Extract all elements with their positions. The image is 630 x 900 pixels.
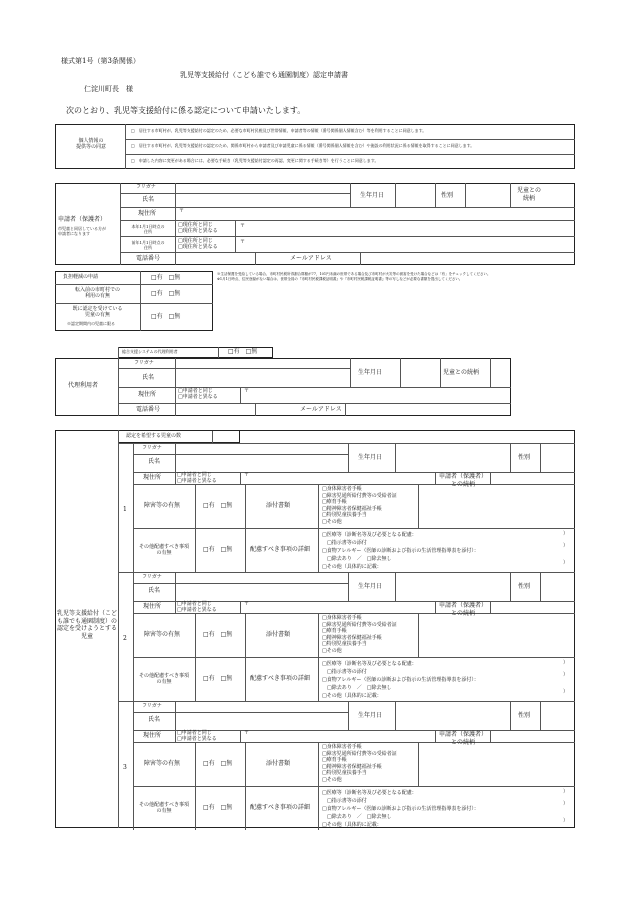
child-relation-label: 申請者（保護者） との続柄 [438,731,487,746]
child-care-paren-1: ） [563,531,569,537]
child-care-detail-label: 配慮すべき事項の詳細 [250,804,310,811]
this-year-address-label: 本年1月1日時点の 住所 [131,224,165,234]
children-section-label: 乳児等支援給付（こども誰でも通園制度）の 認定を受けようとする 児童 [56,610,117,640]
child-certificate-options[interactable]: □身体障害者手帳 □障害児通所給付費等の受給者証 □療育手帳 □精神障害者保健福祉手帳 □特別児童扶養手当 □その他 [322,744,397,783]
extra-note: ※生活保護を受給している場合、市町村民税所得割合算額が77，101円未満の世帯である場合及び市町村が火災等の被害を受けた場合などは「有」をチェックしてください。 ※1月1日時点、住民登録がない場合は、世帯全員の『市町村民税課税証明書』や『市町村民税課税証明書』等の写しなどが必要な書類を提出してください。 [217,272,491,282]
applicant-name-label: 氏名 [142,196,155,203]
agent-label: 代理利用者 [68,382,99,389]
child-care-options[interactable]: □医療等（診断名等及び必要となる配慮： □指示書等の添付 □食物アレルギー（医師の診断および指示の生活管理指導表を添付）： □除去あり ／ □除去無し □その他（具体的に記載： [322,661,479,699]
child-care-choice[interactable]: □有 □無 [203,804,233,811]
child-care-paren-1: ） [563,660,569,666]
burden-reduction-label: 負担軽減の申請 [63,274,99,280]
child-diff-option[interactable]: □申請者と異なる [177,478,217,484]
child-gender-label: 性別 [518,454,531,461]
consent-label: 個人情報の 提供等の同意 [75,138,106,151]
agent-phone-label: 電話番号 [136,406,161,413]
child-birthdate-label: 生年月日 [358,712,383,719]
child-number: 1 [123,506,127,513]
child-address-label: 現住所 [143,732,162,739]
child-same-option[interactable]: □申請者と同じ [177,472,212,478]
child-postal: 〒 [244,472,250,478]
agent-relation-label: 児童との続柄 [443,369,480,376]
applicant-relation-label: 児童との 続柄 [516,187,541,202]
child-count-label: 認定を希望する児童の数 [126,433,182,439]
applicant-note: 市児童と同居している方が 申請者になります [58,226,106,236]
certified-child-choice[interactable]: □有 □無 [151,313,181,320]
child-certificate-options[interactable]: □身体障害者手帳 □障害児通所給付費等の受給者証 □療育手帳 □精神障害者保健福祉手帳 □特別児童扶養手当 □その他 [322,486,397,525]
child-same-option[interactable]: □申請者と同じ [177,601,212,607]
child-care-detail-label: 配慮すべき事項の詳細 [250,675,310,682]
applicant-email-label: メールアドレス [290,255,332,262]
this-year-same-option[interactable]: □現住所と同じ [178,222,213,228]
child-address-label: 現住所 [143,474,162,481]
agent-birthdate-label: 生年月日 [358,369,383,376]
certified-child-label: 既に認定を受けている 児童の有無 [72,306,123,319]
child-care-paren-2: ） [563,801,569,807]
agent-same-option[interactable]: □申請者と同じ [178,388,213,394]
child-furigana-label: フリガナ [142,703,162,709]
agent-postal: 〒 [244,388,250,394]
child-name-label: 氏名 [148,716,161,723]
child-disability-label: 障害等の有無 [144,631,181,638]
prev-year-same-option[interactable]: □現住所と同じ [178,238,213,244]
form-title: 乳児等支援給付（こども誰でも通園制度）認定申請書 [180,71,348,79]
this-year-diff-option[interactable]: □現住所と異なる [178,228,218,234]
applicant-address-label: 現住所 [138,210,157,217]
child-care-label: その他配慮すべき事項 の有無 [139,802,189,815]
child-gender-label: 性別 [518,712,531,719]
applicant-gender-label: 性別 [441,192,454,199]
child-care-paren-2: ） [563,672,569,678]
child-care-paren-3: ） [563,689,569,695]
burden-reduction-choice[interactable]: □有 □無 [151,274,181,281]
child-certificate-options[interactable]: □身体障害者手帳 □障害児通所給付費等の受給者証 □療育手帳 □精神障害者保健福祉手帳 □特別児童扶養手当 □その他 [322,615,397,654]
child-care-paren-3: ） [563,818,569,824]
prev-year-diff-option[interactable]: □現住所と異なる [178,244,218,250]
agent-address-label: 現住所 [138,391,157,398]
child-name-label: 氏名 [148,587,161,594]
prev-year-postal: 〒 [240,239,246,245]
child-care-paren-3: ） [563,560,569,566]
agent-email-label: メールアドレス [300,406,342,413]
child-postal: 〒 [244,601,250,607]
prev-year-address-label: 前年1月1日時点の 住所 [131,240,165,250]
applicant-furigana-label: フリガナ [136,184,156,190]
child-disability-choice[interactable]: □有 □無 [203,631,233,638]
child-relation-label: 申請者（保護者） との続柄 [438,602,487,617]
child-certificate-label: 添付書類 [266,631,291,638]
child-care-options[interactable]: □医療等（診断名等及び必要となる配慮： □指示書等の添付 □食物アレルギー（医師の診断および指示の生活管理指導表を添付）： □除去あり ／ □除去無し □その他（具体的に記載： [322,790,479,828]
child-certificate-label: 添付書類 [266,760,291,767]
certified-child-note: ※認定期間内の児童に限る [67,321,115,326]
form-number: 様式第1号（第3条関係） [61,57,140,65]
agent-furigana-label: フリガナ [134,360,154,366]
child-certificate-label: 添付書類 [266,502,291,509]
child-relation-label: 申請者（保護者） との続柄 [438,473,487,488]
child-diff-option[interactable]: □申請者と異なる [177,736,217,742]
child-disability-choice[interactable]: □有 □無 [203,502,233,509]
child-care-choice[interactable]: □有 □無 [203,546,233,553]
child-name-label: 氏名 [148,458,161,465]
agent-diff-option[interactable]: □申請者と異なる [178,394,218,400]
child-furigana-label: フリガナ [142,445,162,451]
child-diff-option[interactable]: □申請者と異なる [177,607,217,613]
applicant-phone-label: 電話番号 [136,255,161,262]
prev-municipality-label: 転入前の市町村での 利用の有無 [74,287,120,300]
child-care-label: その他配慮すべき事項 の有無 [139,544,189,557]
child-disability-choice[interactable]: □有 □無 [203,760,233,767]
recipient: 仁淀川町長 様 [84,85,133,93]
child-disability-label: 障害等の有無 [144,502,181,509]
child-care-choice[interactable]: □有 □無 [203,675,233,682]
child-care-paren-1: ） [563,789,569,795]
child-gender-label: 性別 [518,583,531,590]
child-furigana-label: フリガナ [142,574,162,580]
child-number: 2 [123,635,127,642]
child-care-label: その他配慮すべき事項 の有無 [139,673,189,686]
prev-municipality-choice[interactable]: □有 □無 [151,290,181,297]
child-care-options[interactable]: □医療等（診断名等及び必要となる配慮： □指示書等の添付 □食物アレルギー（医師の診断および指示の生活管理指導表を添付）： □除去あり ／ □除去無し □その他（具体的に記載： [322,532,479,570]
consent-item-3[interactable]: □ 申請した内容に変更がある場合には、必要な手続き（乳児等支援給付認定の再認、変更に関する手続き等）を行うことに同意します。 [131,158,379,163]
agent-name-label: 氏名 [142,374,155,381]
child-postal: 〒 [244,730,250,736]
applicant-label: 申請者（保護者） [58,216,107,223]
child-care-paren-2: ） [563,543,569,549]
this-year-postal: 〒 [240,223,246,229]
consent-item-2[interactable]: □ 居住する市町村が、乳児等支援給付の認定のため、関係市町村から申請者及び申請児童に係る情報（番号関係個人情報を含む）や施設の利用状況に係る情報を取得することに同意します。 [131,143,475,148]
child-care-detail-label: 配慮すべき事項の詳細 [250,546,310,553]
consent-item-1[interactable]: □ 居住する市町村が、乳児等支援給付の認定のため、必要な市町村民税及び世帯情報、申請者等の情報（番号関係個人情報含む）等を利用することに同意します。 [131,128,427,133]
agent-system-label: 総合支援システムの代理利用者 [122,349,178,354]
agent-system-choice[interactable]: □有 □無 [228,348,258,355]
child-same-option[interactable]: □申請者と同じ [177,730,212,736]
applicant-birthdate-label: 生年月日 [360,192,385,199]
child-number: 3 [123,764,127,771]
child-address-label: 現住所 [143,603,162,610]
applicant-postal: 〒 [179,208,185,214]
child-disability-label: 障害等の有無 [144,760,181,767]
intro-text: 次のとおり、乳児等支援給付に係る認定について申請いたします。 [66,106,306,115]
child-birthdate-label: 生年月日 [358,454,383,461]
child-birthdate-label: 生年月日 [358,583,383,590]
